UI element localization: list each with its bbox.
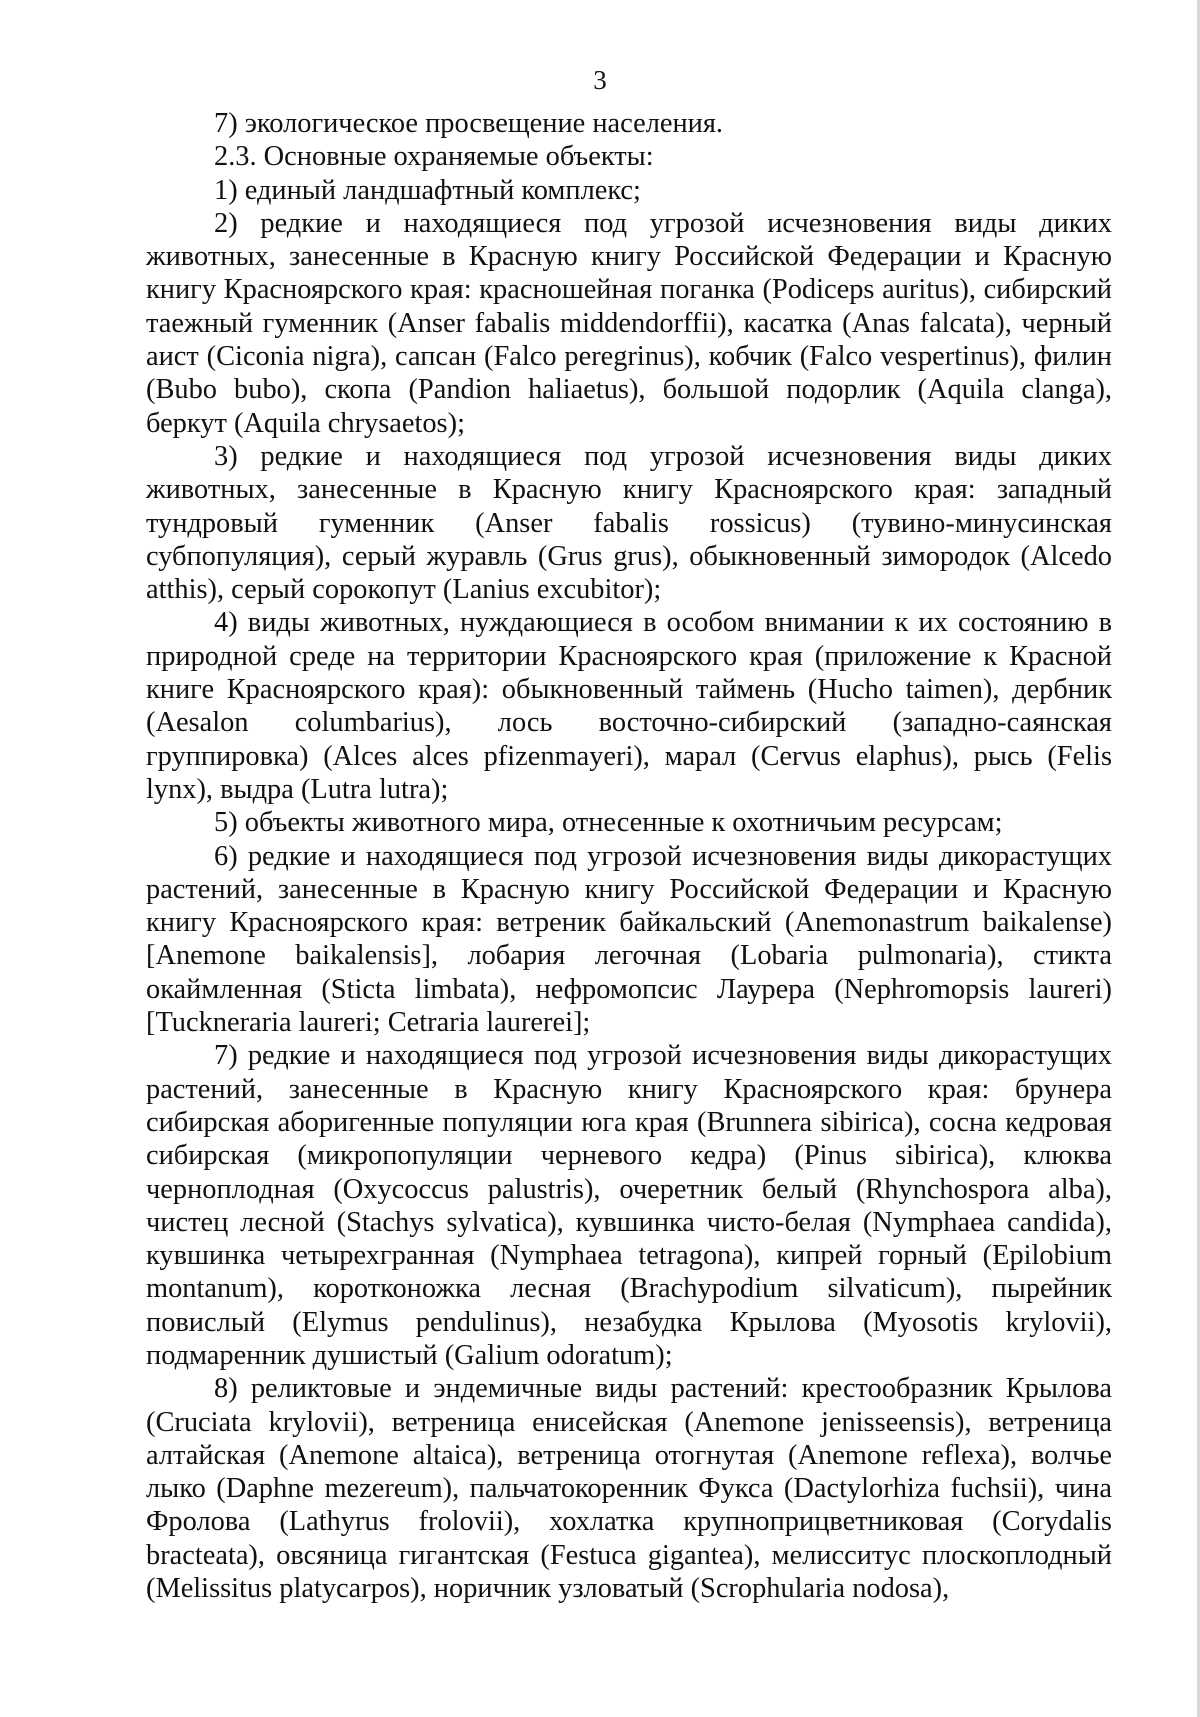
paragraph-rare-animals-regional: 3) редкие и находящиеся под угрозой исчезновения виды диких животных, занесенные в Красную книгу Красноярского края: западный тундровый гуменник (Anser fabalis rossicus) (тувино-минусинская субпопуляция), серый журавль (Grus grus), обыкновенный зимородок (Alcedo atthis), серый сорокопут (Lanius excubitor); (146, 440, 1112, 606)
paragraph-education: 7) экологическое просвещение населения. (214, 108, 724, 139)
paragraph-relict-endemic-plants: 8) реликтовые и эндемичные виды растений: крестообразник Крылова (Cruciata krylovii), ветреница енисейская (Anemone jenisseensis), ветреница алтайская (Anemone altaica), ветреница отогнутая (Anemone reflexa), волчье лыко (Daphne mezereum), пальчатокоренник Фукса (Dactylorhiza fuchsii), чина Фролова (Lathyrus frolovii), хохлатка крупноприцветниковая (Corydalis bracteata), овсяница гигантская (Festuca gigantea), мелисситус плоскоплодный (Melissitus platycarpos), норичник узловатый (Scrophularia nodosa), (146, 1373, 1112, 1605)
paragraph-rare-plants-federal: 6) редкие и находящиеся под угрозой исчезновения виды дикорастущих растений, занесенные в Красную книгу Российской Федерации и Красную книгу Красноярского края: ветреник байкальский (Anemonastrum baikalense) [Anemone baikalensis], лобария легочная (Lobaria pulmonaria), стикта окаймленная (Sticta limbata), нефромопсис Лаурера (Nephromopsis laureri) [Tuckneraria laureri; Cetraria laurerei]; (146, 840, 1112, 1039)
section-heading-protected-objects: 2.3. Основные охраняемые объекты: (214, 141, 654, 173)
paragraph-rare-plants-regional: 7) редкие и находящиеся под угрозой исчезновения виды дикорастущих растений, занесенные в Красную книгу Красноярского края: брунера сибирская аборигенные популяции юга края (Brunnera sibirica), сосна кедровая сибирская (микропопуляции черневого кедра) (Pinus sibirica), клюква черноплодная (Oxycoccus palustris), очеретник белый (Rhynchospora alba), чистец лесной (Stachys sylvatica), кувшинка чисто-белая (Nymphaea candida), кувшинка четырехгранная (Nymphaea tetragona), кипрей горный (Epilobium montanum), коротконожка лесная (Brachypodium silvaticum), пырейник повислый (Elymus pendulinus), незабудка Крылова (Myosotis krylovii), подмаренник душистый (Galium odoratum); (146, 1040, 1112, 1371)
paragraph-animals-special-attention: 4) виды животных, нуждающиеся в особом внимании к их состоянию в природной среде на территории Красноярского края (приложение к Красной книге Красноярского края): обыкновенный таймень (Hucho taimen), дербник (Aesalon columbarius), лось восточно-сибирский (западно-саянская группировка) (Alces alces pfizenmayeri), марал (Cervus elaphus), рысь (Felis lynx), выдра (Lutra lutra); (146, 607, 1112, 805)
paragraph-hunting-resources: 5) объекты животного мира, отнесенные к охотничьим ресурсам; (214, 807, 1003, 839)
paragraph-landscape-complex: 1) единый ландшафтный комплекс; (214, 174, 641, 206)
page-number: 3 (593, 65, 607, 95)
document-body (146, 107, 1112, 1605)
paragraph-rare-animals-federal: 2) редкие и находящиеся под угрозой исчезновения виды диких животных, занесенные в Красную книгу Российской Федерации и Красную книгу Красноярского края: красношейная поганка (Podiceps auritus), сибирский таежный гуменник (Anser fabalis middendorffii), касатка (Anas falcata), черный аист (Ciconia nigra), сапсан (Falco peregrinus), кобчик (Falco vespertinus), филин (Bubo bubo), скопа (Pandion haliaetus), большой подорлик (Aquila clanga), беркут (Aquila chrysaetos); (146, 207, 1112, 439)
